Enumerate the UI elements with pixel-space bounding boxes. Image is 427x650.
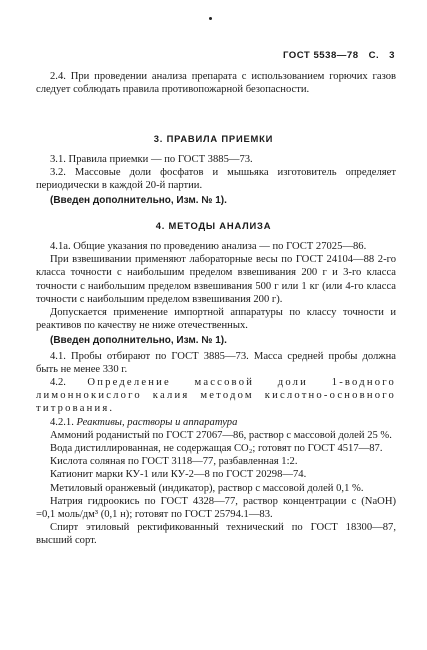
reagent-item: Натрия гидроокись по ГОСТ 4328—77, раствор концентрации с (NaOH) =0,1 моль/дм³ (0,1 н); готовят по ГОСТ 25794.1—83. xyxy=(36,495,396,521)
paragraph-4-1a: 4.1а. Общие указания по проведению анализа — по ГОСТ 27025—86. xyxy=(50,241,367,252)
reagent-item: Метиловый оранжевый (индикатор), раствор с массовой долей 0,1 %. xyxy=(50,482,364,494)
paragraph-3-1: 3.1. Правила приемки — по ГОСТ 3885—73. xyxy=(50,154,253,165)
amendment-note: (Введен дополнительно, Изм. № 1). xyxy=(50,335,227,347)
paragraph-imported: Допускается применение импортной аппаратуры по классу точности и реактивов по качеству не ниже отечественных. xyxy=(36,307,396,332)
paragraph-weighing: При взвешивании применяют лабораторные весы по ГОСТ 24104—88 2-го класса точности с наибольшим пределом взвешивания 200 г и 3-го класса точности с наибольшим пределом взвешивания 500 г или 1 кг (или 4-го класса точности с наибольшим пределом взвешивания 200 г). xyxy=(36,254,396,305)
paragraph-4-1: 4.1. Пробы отбирают по ГОСТ 3885—73. Масса средней пробы должна быть не менее 330 г. xyxy=(36,350,396,375)
clause-number: 4.2. xyxy=(50,377,66,389)
amendment-note: (Введен дополнительно, Изм. № 1). xyxy=(50,194,227,206)
section-3-heading: 3. ПРАВИЛА ПРИЕМКИ xyxy=(153,133,274,144)
section-4-body xyxy=(36,240,396,548)
reagent-item: Кислота соляная по ГОСТ 3118—77, разбавленная 1:2. xyxy=(50,456,298,468)
paragraph-3-2: 3.2. Массовые доли фосфатов и мышьяка изготовитель определяет периодически в каждой 20-й партии. xyxy=(36,167,396,192)
clause-title: Определение массовой доли 1-водного лимоннокислого калия методом кислотно-основного титрования. xyxy=(36,377,396,415)
section-3-body xyxy=(36,153,396,207)
reagent-item: Вода дистиллированная, не содержащая CO₂; готовят по ГОСТ 4517—87. xyxy=(50,443,383,455)
clause-number: 4.2.1. xyxy=(50,416,74,428)
clause-title: Реактивы, растворы и аппаратура xyxy=(76,416,238,428)
page-header xyxy=(273,49,395,62)
page-label: С. xyxy=(368,50,380,61)
print-dot xyxy=(209,17,212,20)
reagent-item: Спирт этиловый ректификованный технический по ГОСТ 18300—87, высший сорт. xyxy=(36,522,396,547)
page-number: 3 xyxy=(389,50,395,61)
reagent-item: Катионит марки КУ-1 или КУ-2—8 по ГОСТ 20298—74. xyxy=(50,469,307,481)
reagent-item: Аммоний роданистый по ГОСТ 27067—86, раствор с массовой долей 25 %. xyxy=(50,429,392,441)
section-4-heading: 4. МЕТОДЫ АНАЛИЗА xyxy=(155,220,272,231)
paragraph-4-2-1 xyxy=(36,416,396,429)
paragraph-text: 2.4. При проведении анализа препарата с использованием горючих газов следует соблюдать правила противопожарной безопасности. xyxy=(36,71,396,96)
standard-number: ГОСТ 5538—78 xyxy=(282,50,359,61)
paragraph-4-2 xyxy=(36,376,396,416)
paragraph-2-4 xyxy=(36,70,396,96)
